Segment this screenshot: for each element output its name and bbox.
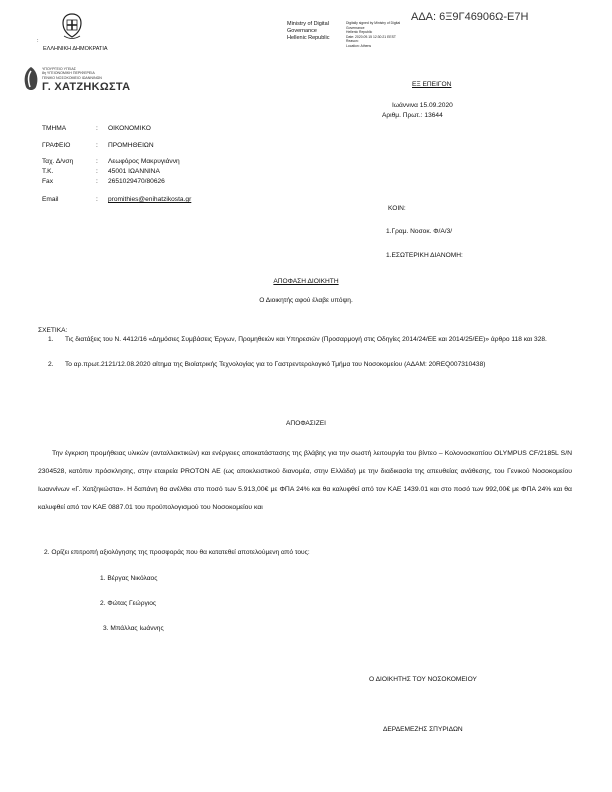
signature-detail-line: Location: Athens xyxy=(346,43,372,48)
contact-value: ΟΙΚΟΝΟΜΙΚΟ xyxy=(108,125,151,132)
main-paragraph: Την έγκριση προμήθειας υλικών (ανταλλακτικών) και ενέργειες αποκατάστασης της βλάβης για την σωστή λειτουργία του βίντεο – Κολονοσκοπίου OLYMPUS CF/2185L S/N 2304528, κατόπιν πρόσκλησης, στην εταιρεία PROTON AE (ως αποκλειστικού διανομέα, στην Ελλάδα) με την διαδικασία της απευθείας ανάθεσης, του Γενικού Νοσοκομείου Ιωαννίνων «Γ. Χατζηκώστα». Η δαπάνη θα ανέλθει στο ποσό των 5.913,00€ με ΦΠΑ 24% και θα καλυφθεί από τον ΚΑΕ 1439.01 και στο ποσό των 992,00€ με ΦΠΑ 24% και θα καλυφθεί από τον ΚΑΕ 0887.01 του προϋπολογισμού του Νοσοκομείου και xyxy=(38,450,572,511)
signature-detail-line: Digitally signed by Ministry of Digital Governance xyxy=(346,21,401,30)
protocol-number: Αριθμ. Πρωτ.: 13644 xyxy=(382,112,443,119)
contact-row xyxy=(42,196,191,208)
considering-item-number: 2. xyxy=(48,361,54,368)
considering-item-text: Τις διατάξεις του Ν. 4412/16 «Δημόσιες Συμβάσεις Έργων, Προμηθειών και Υπηρεσιών (Προσαρμογή στις Οδηγίες 2014/24/ΕΕ και 2014/25/ΕΕ)» άρθρο 118 και 328. xyxy=(65,336,547,343)
urgent-label: ΕΞ ΕΠΕΙΓΟΝ xyxy=(412,81,452,88)
contact-row xyxy=(42,168,191,178)
logo-hospital: ΓΕΝΙΚΟ ΝΟΣΟΚΟΜΕΙΟ ΙΩΑΝΝΙΝΩΝ xyxy=(42,75,102,80)
contact-value: Λεωφόρος Μακρυγιάννη xyxy=(108,158,180,165)
signature-left-line: Ministry of Digital xyxy=(287,21,329,27)
decision-title: ΑΠΟΦΑΣΗ ΔΙΟΙΚΗΤΗ xyxy=(273,278,339,285)
contact-value: 45001 ΙΩΑΝΝΙΝΑ xyxy=(108,168,160,175)
contact-sep: : xyxy=(96,196,98,203)
contact-sep: : xyxy=(96,125,98,132)
contact-label: ΤΜΗΜΑ xyxy=(42,125,67,132)
contact-value: ΠΡΟΜΗΘΕΙΩΝ xyxy=(108,142,154,149)
signature-left-line: Governance xyxy=(287,28,317,34)
hospital-emblem-icon xyxy=(20,65,42,95)
document-date: Ιωάννινα 15.09.2020 xyxy=(392,102,453,109)
contact-row xyxy=(42,142,191,154)
committee-member: 1. Βέργας Νικόλαος xyxy=(100,575,158,582)
contact-label: ΓΡΑΦΕΙΟ xyxy=(42,142,71,149)
email-link[interactable]: promithies@enihatzikosta.gr xyxy=(108,196,192,203)
signer-title: Ο ΔΙΟΙΚΗΤΗΣ ΤΟΥ ΝΟΣΟΚΟΜΕΙΟΥ xyxy=(369,676,477,683)
contact-value: 2651029470/80626 xyxy=(108,178,165,185)
contact-sep: : xyxy=(96,158,98,165)
committee-intro: 2. Ορίζει επιτροπή αξιολόγησης της προσφοράς που θα κατατεθεί αποτελούμενη από τους: xyxy=(44,549,310,556)
contact-label: Ταχ. Δ/νση xyxy=(42,158,74,165)
logo-name: Γ. ΧΑΤΖΗΚΩΣΤΑ xyxy=(42,81,131,93)
contact-sep: : xyxy=(96,168,98,175)
hospital-logo xyxy=(20,65,140,97)
logo-ministry: ΥΠΟΥΡΓΕΙΟ ΥΓΕΙΑΣ xyxy=(42,67,76,71)
signature-detail-line: Hellenic Republic xyxy=(346,30,373,35)
margin-mark: : xyxy=(37,38,39,44)
contact-label: Τ.Κ. xyxy=(42,168,54,175)
contact-row xyxy=(42,178,191,188)
decision-subtitle: Ο Διοικητής αφού έλαβε υπόψη. xyxy=(259,297,353,304)
contact-label: Fax xyxy=(42,178,53,185)
contact-row xyxy=(42,125,191,137)
committee-member: 3. Μπάλλας Ιωάννης xyxy=(103,625,164,632)
ada-code: ΑΔΑ: 6Ξ9Γ46906Ω-Ε7Η xyxy=(411,11,529,23)
contact-sep: : xyxy=(96,142,98,149)
considering-item xyxy=(48,336,582,344)
recipients-to: ΚΟΙΝ: xyxy=(388,205,406,212)
decides-title: ΑΠΟΦΑΣΙΖΕΙ xyxy=(286,420,326,427)
contact-row xyxy=(42,158,191,168)
contact-table xyxy=(42,125,191,208)
contact-sep: : xyxy=(96,178,98,185)
recipients-internal: 1.ΕΣΩΤΕΡΙΚΗ ΔΙΑΝΟΜΗ: xyxy=(386,252,463,259)
considering-item-text: Το αρ.πρωτ.2121/12.08.2020 αίτημα της Βιοϊατρικής Τεχνολογίας για το Γαστρεντερολογικό Τμήμα του Νοσοκομείου (ΑΔΑΜ: 20REQ007310438) xyxy=(65,361,486,368)
recipients-file: 1.Γραμ. Νοσοκ. Φ/Α/3/ xyxy=(386,228,453,235)
considering-item-number: 1. xyxy=(48,336,54,343)
considering-item xyxy=(48,361,582,369)
state-name: ΕΛΛΗΝΙΚΗ ΔΗΜΟΚΡΑΤΙΑ xyxy=(43,46,108,52)
signer-name: ΔΕΡΔΕΜΕΖΗΣ ΣΠΥΡΙΔΩΝ xyxy=(383,726,463,733)
committee-member: 2. Φώτας Γεώργιος xyxy=(100,600,157,607)
logo-region: 8η ΥΓΕΙΟΝΟΜΙΚΗ ΠΕΡΙΦΕΡΕΙΑ xyxy=(42,71,95,76)
considering-label: ΣΧΕΤΙΚΑ: xyxy=(38,327,68,334)
contact-label: Email xyxy=(42,196,59,203)
coat-of-arms-icon xyxy=(60,12,84,47)
signature-detail-line: Date: 2020.09.15 12:30:21 EEST xyxy=(346,34,396,39)
signature-left-line: Hellenic Republic xyxy=(287,35,330,41)
signature-detail-line: Reason: xyxy=(346,39,359,44)
signature-details xyxy=(346,21,408,49)
